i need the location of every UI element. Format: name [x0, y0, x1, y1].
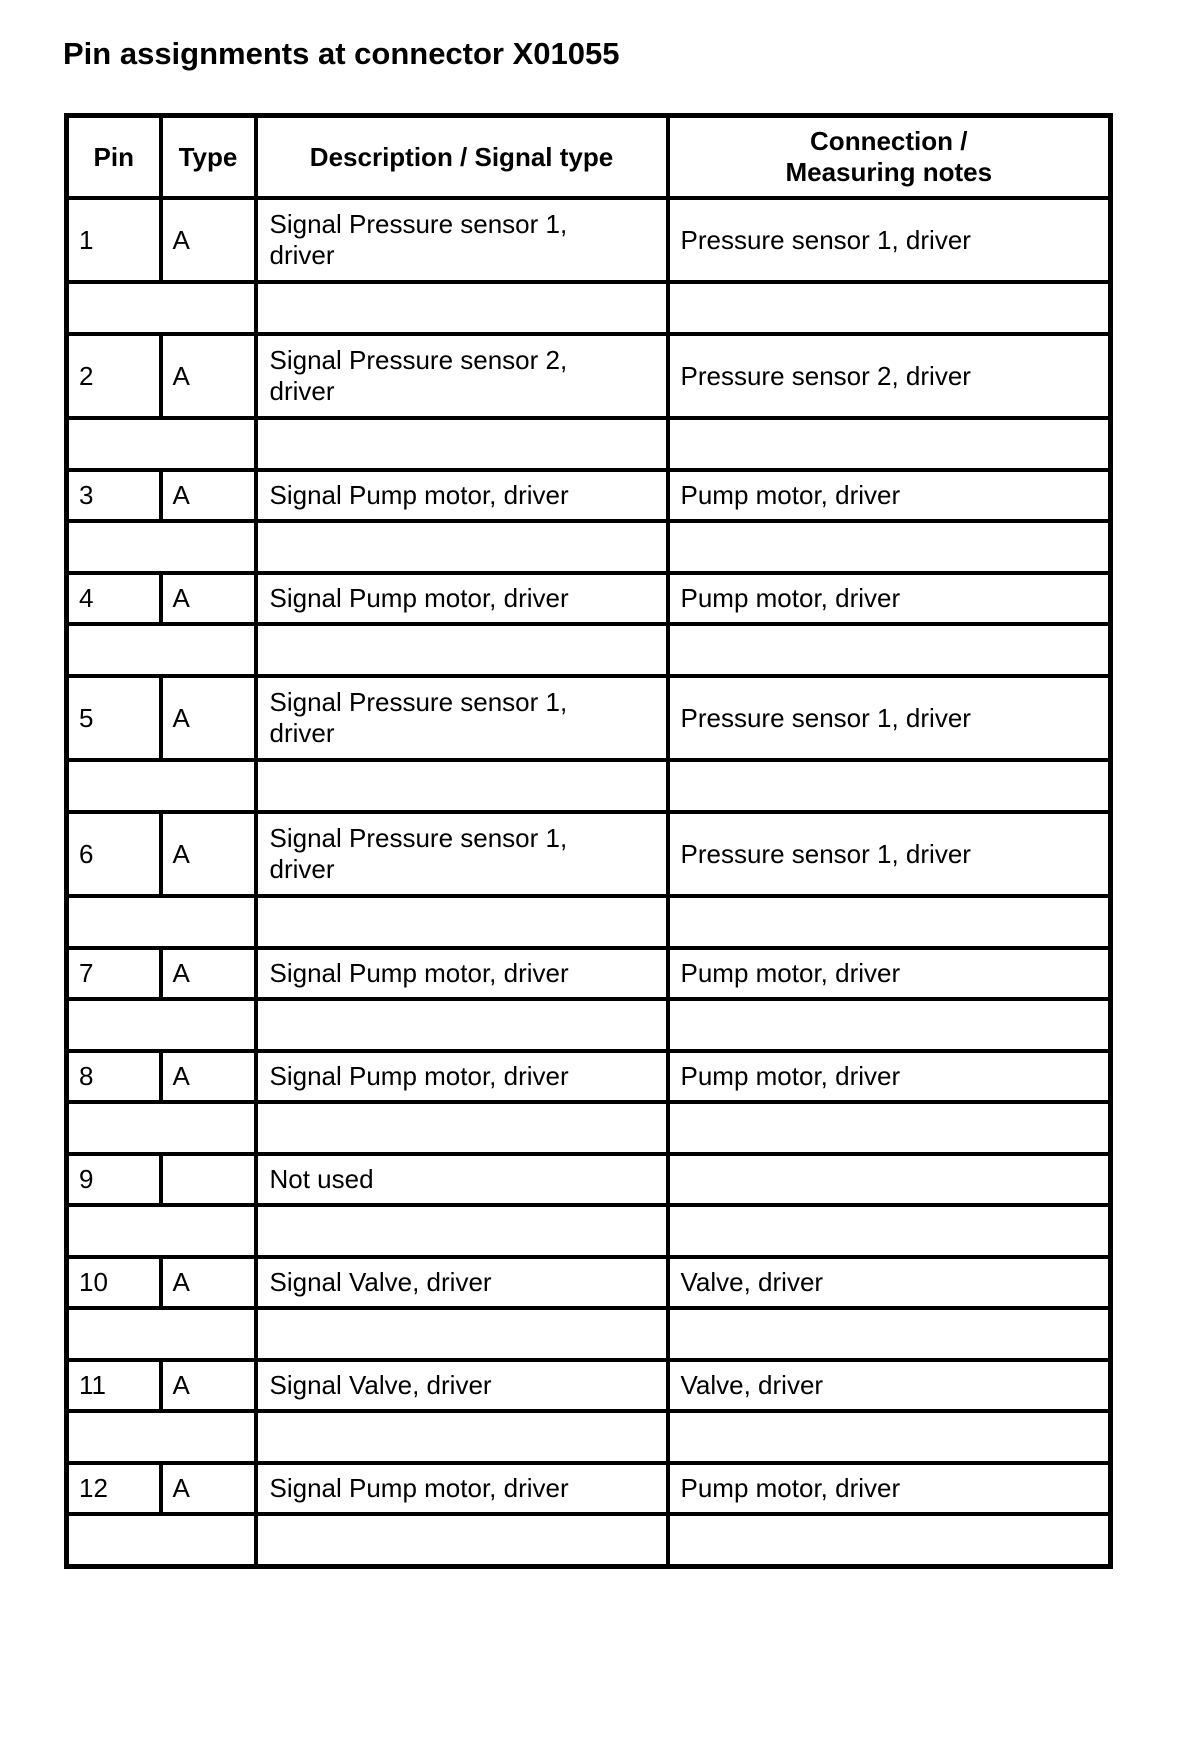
- description-cell: [256, 1154, 668, 1205]
- pin-cell: 7: [67, 948, 161, 999]
- description-line1: Signal Pump motor, driver: [269, 1061, 569, 1091]
- header-pin: Pin: [67, 116, 161, 199]
- table-row: [67, 573, 1111, 624]
- type-cell: [161, 1154, 256, 1205]
- pin-cell: 2: [67, 334, 161, 418]
- pin-cell: 6: [67, 812, 161, 896]
- blank-cell: [668, 624, 1111, 676]
- header-connection-line1: Connection /: [810, 126, 968, 156]
- connection-cell: Pump motor, driver: [668, 948, 1111, 999]
- pin-assignment-table: [64, 113, 1113, 1569]
- blank-cell: [668, 1205, 1111, 1257]
- table-body: [67, 198, 1111, 1567]
- description-line1: Signal Pressure sensor 1,: [269, 687, 568, 717]
- table-row: [67, 334, 1111, 418]
- blank-cell: [256, 999, 668, 1051]
- header-connection-line2: Measuring notes: [785, 157, 993, 187]
- connection-cell: Pressure sensor 1, driver: [668, 198, 1111, 282]
- type-cell: A: [161, 1051, 256, 1102]
- connection-cell: [668, 1154, 1111, 1205]
- type-cell: A: [161, 573, 256, 624]
- type-cell: A: [161, 470, 256, 521]
- description-line2: driver: [269, 376, 335, 406]
- table-header-row: [67, 116, 1111, 199]
- description-line1: Signal Pump motor, driver: [269, 1473, 569, 1503]
- table-row: [67, 470, 1111, 521]
- pin-cell: 8: [67, 1051, 161, 1102]
- blank-cell: [668, 1514, 1111, 1567]
- description-cell: [256, 334, 668, 418]
- table-row: [67, 1463, 1111, 1514]
- pin-cell: 11: [67, 1360, 161, 1411]
- table-row: [67, 1360, 1111, 1411]
- blank-cell: [67, 624, 256, 676]
- description-cell: [256, 198, 668, 282]
- description-cell: [256, 1051, 668, 1102]
- connection-cell: Pressure sensor 1, driver: [668, 812, 1111, 896]
- blank-cell: [668, 999, 1111, 1051]
- blank-row: [67, 1308, 1111, 1360]
- blank-row: [67, 760, 1111, 812]
- description-line1: Signal Pressure sensor 1,: [269, 209, 568, 239]
- description-cell: [256, 1257, 668, 1308]
- description-line1: Signal Pressure sensor 2,: [269, 345, 568, 375]
- blank-cell: [67, 1411, 256, 1463]
- description-line2: driver: [269, 718, 335, 748]
- blank-row: [67, 521, 1111, 573]
- pin-cell: 5: [67, 676, 161, 760]
- blank-cell: [668, 1411, 1111, 1463]
- description-cell: [256, 573, 668, 624]
- description-cell: [256, 1360, 668, 1411]
- blank-cell: [256, 624, 668, 676]
- blank-cell: [67, 521, 256, 573]
- description-cell: [256, 812, 668, 896]
- pin-cell: 1: [67, 198, 161, 282]
- type-cell: A: [161, 676, 256, 760]
- pin-cell: 3: [67, 470, 161, 521]
- blank-cell: [67, 418, 256, 470]
- blank-cell: [256, 521, 668, 573]
- type-cell: A: [161, 948, 256, 999]
- table-row: [67, 948, 1111, 999]
- description-line1: Signal Pump motor, driver: [269, 583, 569, 613]
- blank-cell: [67, 999, 256, 1051]
- description-cell: [256, 676, 668, 760]
- blank-cell: [668, 282, 1111, 334]
- description-line2: driver: [269, 854, 335, 884]
- header-description: Description / Signal type: [256, 116, 668, 199]
- connection-cell: Pump motor, driver: [668, 470, 1111, 521]
- description-line1: Signal Valve, driver: [269, 1267, 492, 1297]
- description-line1: Signal Valve, driver: [269, 1370, 492, 1400]
- description-line1: Signal Pressure sensor 1,: [269, 823, 568, 853]
- connection-cell: Valve, driver: [668, 1257, 1111, 1308]
- blank-row: [67, 282, 1111, 334]
- page-title: Pin assignments at connector X01055: [63, 36, 620, 71]
- type-cell: A: [161, 1463, 256, 1514]
- pin-cell: 4: [67, 573, 161, 624]
- table-row: [67, 198, 1111, 282]
- header-type: Type: [161, 116, 256, 199]
- blank-cell: [256, 1514, 668, 1567]
- blank-cell: [256, 1308, 668, 1360]
- table-row: [67, 1154, 1111, 1205]
- blank-cell: [67, 282, 256, 334]
- pin-cell: 9: [67, 1154, 161, 1205]
- blank-row: [67, 1102, 1111, 1154]
- blank-row: [67, 1514, 1111, 1567]
- connection-cell: Pump motor, driver: [668, 1051, 1111, 1102]
- table-row: [67, 676, 1111, 760]
- description-cell: [256, 470, 668, 521]
- table-row: [67, 812, 1111, 896]
- connection-cell: Pressure sensor 2, driver: [668, 334, 1111, 418]
- description-line2: driver: [269, 240, 335, 270]
- type-cell: A: [161, 334, 256, 418]
- blank-cell: [256, 1205, 668, 1257]
- pin-cell: 10: [67, 1257, 161, 1308]
- type-cell: A: [161, 812, 256, 896]
- pin-cell: 12: [67, 1463, 161, 1514]
- blank-cell: [668, 1308, 1111, 1360]
- blank-cell: [256, 1411, 668, 1463]
- connection-cell: Valve, driver: [668, 1360, 1111, 1411]
- blank-cell: [668, 760, 1111, 812]
- type-cell: A: [161, 1360, 256, 1411]
- blank-row: [67, 418, 1111, 470]
- description-line1: Signal Pump motor, driver: [269, 958, 569, 988]
- description-line1: Not used: [269, 1164, 374, 1194]
- connection-cell: Pressure sensor 1, driver: [668, 676, 1111, 760]
- blank-cell: [256, 418, 668, 470]
- type-cell: A: [161, 198, 256, 282]
- blank-cell: [67, 1514, 256, 1567]
- connection-cell: Pump motor, driver: [668, 1463, 1111, 1514]
- blank-cell: [256, 760, 668, 812]
- blank-cell: [668, 418, 1111, 470]
- blank-cell: [256, 896, 668, 948]
- blank-cell: [67, 1102, 256, 1154]
- blank-cell: [256, 1102, 668, 1154]
- description-line1: Signal Pump motor, driver: [269, 480, 569, 510]
- blank-row: [67, 624, 1111, 676]
- blank-cell: [67, 1205, 256, 1257]
- blank-row: [67, 1205, 1111, 1257]
- blank-cell: [668, 1102, 1111, 1154]
- header-connection: [668, 116, 1111, 199]
- table-row: [67, 1051, 1111, 1102]
- connection-cell: Pump motor, driver: [668, 573, 1111, 624]
- blank-cell: [668, 896, 1111, 948]
- blank-row: [67, 1411, 1111, 1463]
- blank-cell: [668, 521, 1111, 573]
- blank-cell: [67, 1308, 256, 1360]
- type-cell: A: [161, 1257, 256, 1308]
- blank-row: [67, 896, 1111, 948]
- blank-cell: [67, 760, 256, 812]
- blank-cell: [67, 896, 256, 948]
- description-cell: [256, 948, 668, 999]
- description-cell: [256, 1463, 668, 1514]
- blank-row: [67, 999, 1111, 1051]
- table-row: [67, 1257, 1111, 1308]
- blank-cell: [256, 282, 668, 334]
